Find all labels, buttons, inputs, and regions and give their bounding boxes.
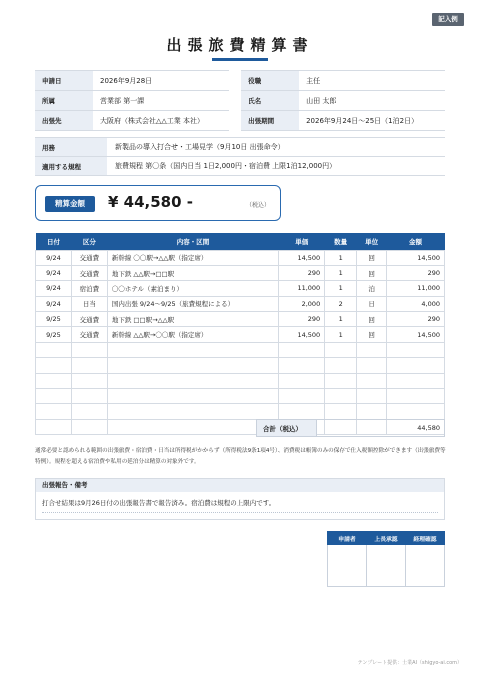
item-cell-qty[interactable]: 1 [325,281,357,296]
item-cell-cat[interactable]: 交通費 [71,250,107,265]
item-cell-unit[interactable] [357,373,387,388]
template-credit: テンプレート提供：士業AI（shigyo-ai.com） [357,660,462,666]
item-cell-qty[interactable] [325,404,357,419]
item-cell-price[interactable] [279,389,325,404]
info-label: 氏名 [241,91,299,111]
item-cell-desc[interactable]: 地下鉄 △△駅→□□駅 [107,265,278,280]
info-value: 主任 [299,71,445,91]
item-cell-unit[interactable]: 泊 [357,281,387,296]
info-row [35,111,445,131]
item-cell-amount[interactable] [387,373,445,388]
info-gap [229,111,241,131]
item-cell-qty[interactable] [325,358,357,373]
purpose-value: 新製品の導入打合せ・工場見学（9月10日 出張命令） [107,138,445,157]
item-cell-qty[interactable]: 1 [325,327,357,342]
items-column-header: 単位 [357,233,387,250]
item-cell-cat[interactable]: 宿泊費 [71,281,107,296]
item-cell-desc[interactable]: 国内出張 9/24〜9/25（旅費規程による） [107,296,278,311]
item-cell-price[interactable]: 2,000 [279,296,325,311]
item-cell-date[interactable] [36,404,72,419]
approval-header: 経理確認 [406,532,445,545]
table-row [36,265,445,280]
info-gap [229,71,241,91]
item-cell-price[interactable] [279,404,325,419]
table-row [36,373,445,388]
item-cell-cat[interactable] [71,358,107,373]
approval-header: 申請者 [328,532,367,545]
item-cell-qty[interactable] [325,342,357,357]
tax-note: 通常必要と認められる範囲の出張旅費・宿泊費・日当は所得税がかからず（所得税法9条1項4号）、消費税は帳簿のみの保存で仕入税額控除ができます（出張旅費等特例）。規程を超える宿泊費や私用の延泊分は精算の対象外です。 [35,448,446,465]
info-row [35,71,445,91]
item-cell-desc[interactable]: 新幹線 〇〇駅→△△駅（指定席） [107,250,278,265]
item-cell-unit[interactable]: 日 [357,296,387,311]
applicant-info-table [35,70,445,131]
item-cell-price[interactable] [279,373,325,388]
settlement-amount-label: 精算金額 [45,196,95,212]
expense-items-table [35,233,445,435]
items-column-header: 内容・区間 [107,233,278,250]
item-cell-price[interactable]: 290 [279,265,325,280]
info-value: 2026年9月28日 [93,71,229,91]
info-label: 所属 [35,91,93,111]
table-row [36,327,445,342]
item-cell-amount[interactable] [387,404,445,419]
info-value: 2026年9月24日〜25日（1泊2日） [299,111,445,131]
item-cell-desc[interactable] [107,389,278,404]
info-label: 出張期間 [241,111,299,131]
item-cell-date[interactable] [36,358,72,373]
item-cell-date[interactable]: 9/25 [36,327,72,342]
table-row [36,281,445,296]
item-cell-cat[interactable]: 日当 [71,296,107,311]
item-cell-date[interactable]: 9/24 [36,265,72,280]
table-row [36,250,445,265]
item-cell-cat[interactable]: 交通費 [71,312,107,327]
item-cell-unit[interactable] [357,404,387,419]
item-cell-qty[interactable] [325,373,357,388]
item-cell-amount[interactable] [387,358,445,373]
info-value: 営業部 第一課 [93,91,229,111]
item-cell-unit[interactable]: 回 [357,312,387,327]
table-row [36,342,445,357]
purpose-row [35,138,445,157]
item-cell-unit[interactable] [357,389,387,404]
item-cell-unit[interactable] [357,358,387,373]
item-cell-qty[interactable] [325,389,357,404]
approval-stamp-table [327,531,445,587]
item-cell-qty[interactable]: 2 [325,296,357,311]
item-cell-desc[interactable] [107,404,278,419]
tax-included-note: （税込） [246,202,271,209]
purpose-label: 適用する規程 [35,157,107,176]
item-cell-unit[interactable]: 回 [357,327,387,342]
item-cell-cat[interactable] [71,373,107,388]
item-cell-amount[interactable] [387,389,445,404]
item-cell-date[interactable] [36,419,72,434]
settlement-amount-box [35,185,281,221]
item-cell-desc[interactable] [107,373,278,388]
item-cell-qty[interactable]: 1 [325,265,357,280]
item-cell-cat[interactable] [71,342,107,357]
remarks-text: 打合せ結果は9月26日付の出張報告書で報告済み。宿泊費は規程の上限内です。 [42,499,276,507]
total-value: 44,580 [317,420,445,437]
item-cell-amount[interactable]: 14,500 [387,250,445,265]
item-cell-amount[interactable] [387,342,445,357]
items-column-header: 区分 [71,233,107,250]
info-value: 大阪府（株式会社△△工業 本社） [93,111,229,131]
item-cell-cat[interactable]: 交通費 [71,265,107,280]
table-row [36,404,445,419]
item-cell-desc[interactable]: 地下鉄 □□駅→△△駅 [107,312,278,327]
item-cell-unit[interactable]: 回 [357,250,387,265]
item-cell-date[interactable]: 9/25 [36,312,72,327]
item-cell-price[interactable]: 14,500 [279,327,325,342]
total-row [257,420,445,437]
title-underline [212,58,268,61]
item-cell-cat[interactable] [71,389,107,404]
item-cell-cat[interactable] [71,404,107,419]
item-cell-amount[interactable]: 14,500 [387,327,445,342]
remarks-dotted-line [42,512,438,513]
item-cell-price[interactable]: 14,500 [279,250,325,265]
total-table [256,419,445,437]
items-column-header: 単価 [279,233,325,250]
item-cell-amount[interactable]: 290 [387,265,445,280]
item-cell-date[interactable]: 9/24 [36,281,72,296]
item-cell-amount[interactable]: 290 [387,312,445,327]
approval-header: 上長承認 [367,532,406,545]
item-cell-date[interactable]: 9/24 [36,296,72,311]
remarks-heading: 出張報告・備考 [36,479,444,492]
table-row [36,389,445,404]
info-gap [229,91,241,111]
item-cell-date[interactable] [36,342,72,357]
total-label: 合計（税込） [257,420,317,437]
items-column-header: 金額 [387,233,445,250]
remarks-box [35,478,445,520]
purpose-value: 旅費規程 第〇条（国内日当 1日2,000円・宿泊費 上限1泊12,000円） [107,157,445,176]
manager-stamp-cell[interactable] [367,545,406,587]
item-cell-qty[interactable]: 1 [325,250,357,265]
approval-stamp-row [328,545,445,587]
item-cell-price[interactable] [279,342,325,357]
items-column-header: 日付 [36,233,72,250]
info-value: 山田 太郎 [299,91,445,111]
item-cell-desc[interactable] [107,342,278,357]
table-row [36,296,445,311]
item-cell-amount[interactable]: 11,000 [387,281,445,296]
approval-header-row [328,532,445,545]
item-cell-amount[interactable]: 4,000 [387,296,445,311]
table-row [36,312,445,327]
item-cell-cat[interactable] [71,419,107,434]
item-cell-cat[interactable]: 交通費 [71,327,107,342]
item-cell-desc[interactable]: 〇〇ホテル（素泊まり） [107,281,278,296]
purpose-table [35,137,445,176]
item-cell-date[interactable] [36,389,72,404]
info-label: 出張先 [35,111,93,131]
purpose-label: 用務 [35,138,107,157]
sample-badge: 記入例 [432,13,464,26]
item-cell-qty[interactable]: 1 [325,312,357,327]
page-title: 出張旅費精算書 [166,36,314,54]
accounting-stamp-cell[interactable] [406,545,445,587]
item-cell-unit[interactable]: 回 [357,265,387,280]
settlement-amount-value: ¥ 44,580 - [108,193,193,211]
purpose-row [35,157,445,176]
info-label: 申請日 [35,71,93,91]
applicant-stamp-cell[interactable] [328,545,367,587]
item-cell-price[interactable] [279,358,325,373]
item-cell-date[interactable]: 9/24 [36,250,72,265]
item-cell-desc[interactable] [107,358,278,373]
item-cell-desc[interactable]: 新幹線 △△駅→〇〇駅（指定席） [107,327,278,342]
item-cell-date[interactable] [36,373,72,388]
item-cell-price[interactable]: 11,000 [279,281,325,296]
item-cell-unit[interactable] [357,342,387,357]
items-column-header: 数量 [325,233,357,250]
item-cell-price[interactable]: 290 [279,312,325,327]
items-header-row [36,233,445,250]
item-cell-desc[interactable] [107,419,278,434]
info-row [35,91,445,111]
table-row [36,358,445,373]
info-label: 役職 [241,71,299,91]
